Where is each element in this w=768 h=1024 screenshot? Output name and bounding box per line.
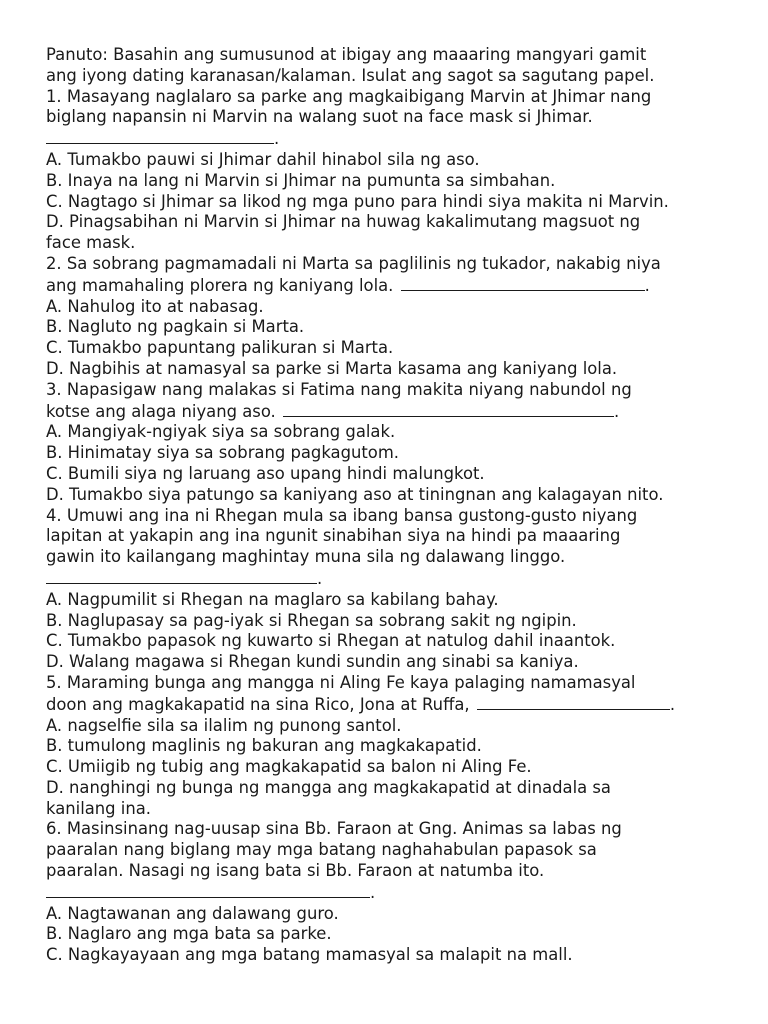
question-6-choice-c: C. Nagkayayaan ang mga batang mamasyal sa malapit na mall. — [46, 945, 573, 965]
answer-blank-period: . — [274, 129, 280, 149]
question-2-choice-d: D. Nagbihis at namasyal sa parke si Marta kasama ang kaniyang lola. — [46, 358, 618, 378]
question-1-choice-d: D. Pinagsabihan ni Marvin si Jhimar na huwag kakalimutang magsuot ng — [46, 212, 641, 232]
question-3-choice-d: D. Tumakbo siya patungo sa kaniyang aso at tiningnan ang kalagayan nito. — [46, 484, 664, 504]
question-4-answer-line — [46, 568, 736, 590]
question-6-stem-line-1: 6. Masinsinang nag-uusap sina Bb. Faraon at Gng. Animas sa labas ng — [46, 819, 622, 839]
question-2-stem-line-2 — [46, 275, 736, 297]
question-6-choice-a: A. Nagtawanan ang dalawang guro. — [46, 903, 339, 923]
question-5-stem-line-2 — [46, 694, 736, 716]
question-4-stem-line-2: lapitan at yakapin ang ina ngunit sinabihan siya na hindi pa maaaring — [46, 526, 621, 546]
question-3-choice-c: C. Bumili siya ng laruang aso upang hindi malungkot. — [46, 463, 485, 483]
question-4-choice-a: A. Nagpumilit si Rhegan na maglaro sa kabilang bahay. — [46, 589, 499, 609]
answer-blank — [46, 568, 317, 584]
question-6-answer-line — [46, 882, 736, 904]
question-5-choice-c: C. Umiigib ng tubig ang magkakapatid sa balon ni Aling Fe. — [46, 757, 532, 777]
answer-blank-period: . — [669, 694, 676, 714]
question-1-answer-line — [46, 128, 736, 150]
question-4-choice-b: B. Naglupasay sa pag-iyak si Rhegan sa sobrang sakit ng ngipin. — [46, 610, 577, 630]
question-3-choice-a: A. Mangiyak-ngiyak siya sa sobrang galak. — [46, 422, 396, 442]
answer-blank — [401, 275, 645, 291]
question-2-stem-line-1: 2. Sa sobrang pagmamadali ni Marta sa paglilinis ng tukador, nakabig niya — [46, 253, 661, 273]
question-2-choice-c: C. Tumakbo papuntang palikuran si Marta. — [46, 338, 394, 358]
question-1-choice-b: B. Inaya na lang ni Marvin si Jhimar na pumunta sa simbahan. — [46, 170, 556, 190]
answer-blank-period: . — [644, 275, 650, 295]
question-5-choice-d-cont: kanilang ina. — [46, 798, 151, 818]
question-5-stem-line-1: 5. Maraming bunga ang mangga ni Aling Fe kaya palaging namamasyal — [46, 672, 636, 692]
question-1-choice-c: C. Nagtago si Jhimar sa likod ng mga puno para hindi siya makita ni Marvin. — [46, 191, 669, 211]
question-4-choice-d: D. Walang magawa si Rhegan kundi sundin ang sinabi sa kaniya. — [46, 652, 579, 672]
answer-blank — [477, 694, 670, 710]
question-2-choice-a: A. Nahulog ito at nabasag. — [46, 296, 264, 316]
question-5-choice-d: D. nanghingi ng bunga ng mangga ang magkakapatid at dinadala sa — [46, 777, 611, 797]
answer-blank-period: . — [317, 568, 323, 588]
question-3-stem-text: kotse ang alaga niyang aso. — [46, 401, 281, 421]
question-1-stem-line-1: 1. Masayang naglalaro sa parke ang magkaibigang Marvin at Jhimar nang — [46, 86, 652, 106]
question-1-choice-d-cont: face mask. — [46, 233, 136, 253]
question-4-stem-line-1: 4. Umuwi ang ina ni Rhegan mula sa ibang bansa gustong-gusto niyang — [46, 505, 638, 525]
question-6-choice-b: B. Naglaro ang mga bata sa parke. — [46, 924, 332, 944]
question-3-stem-line-1: 3. Napasigaw nang malakas si Fatima nang makita niyang nabundol ng — [46, 379, 632, 399]
answer-blank — [46, 882, 370, 898]
question-2-stem-text: ang mamahaling plorera ng kaniyang lola. — [46, 275, 399, 295]
answer-blank — [46, 128, 274, 144]
question-4-stem-line-3: gawin ito kailangang maghintay muna sila ng dalawang linggo. — [46, 547, 566, 567]
question-2-choice-b: B. Nagluto ng pagkain si Marta. — [46, 317, 305, 337]
instructions-line-1: Panuto: Basahin ang sumusunod at ibigay ang maaaring mangyari gamit — [46, 45, 647, 64]
instructions-line-2: ang iyong dating karanasan/kalaman. Isulat ang sagot sa sagutang papel. — [46, 65, 655, 85]
question-1-stem-line-2: biglang napansin ni Marvin na walang suot na face mask si Jhimar. — [46, 107, 593, 127]
question-4-choice-c: C. Tumakbo papasok ng kuwarto si Rhegan at natulog dahil inaantok. — [46, 631, 616, 651]
question-1-choice-a: A. Tumakbo pauwi si Jhimar dahil hinabol sila ng aso. — [46, 149, 480, 169]
question-6-stem-line-2: paaralan nang biglang may mga batang naghahabulan papasok sa — [46, 840, 597, 860]
worksheet — [46, 45, 736, 966]
answer-blank — [283, 401, 614, 417]
question-5-stem-text: doon ang magkakapatid na sina Rico, Jona at Ruffa, — [46, 694, 475, 714]
question-5-choice-a: A. nagselfie sila sa ilalim ng punong santol. — [46, 715, 402, 735]
question-6-stem-line-3: paaralan. Nasagi ng isang bata si Bb. Faraon at natumba ito. — [46, 861, 545, 881]
answer-blank-period: . — [613, 401, 620, 421]
question-3-choice-b: B. Hinimatay siya sa sobrang pagkagutom. — [46, 443, 399, 463]
answer-blank-period: . — [370, 882, 376, 902]
question-3-stem-line-2 — [46, 401, 736, 423]
question-5-choice-b: B. tumulong maglinis ng bakuran ang magkakapatid. — [46, 736, 482, 756]
